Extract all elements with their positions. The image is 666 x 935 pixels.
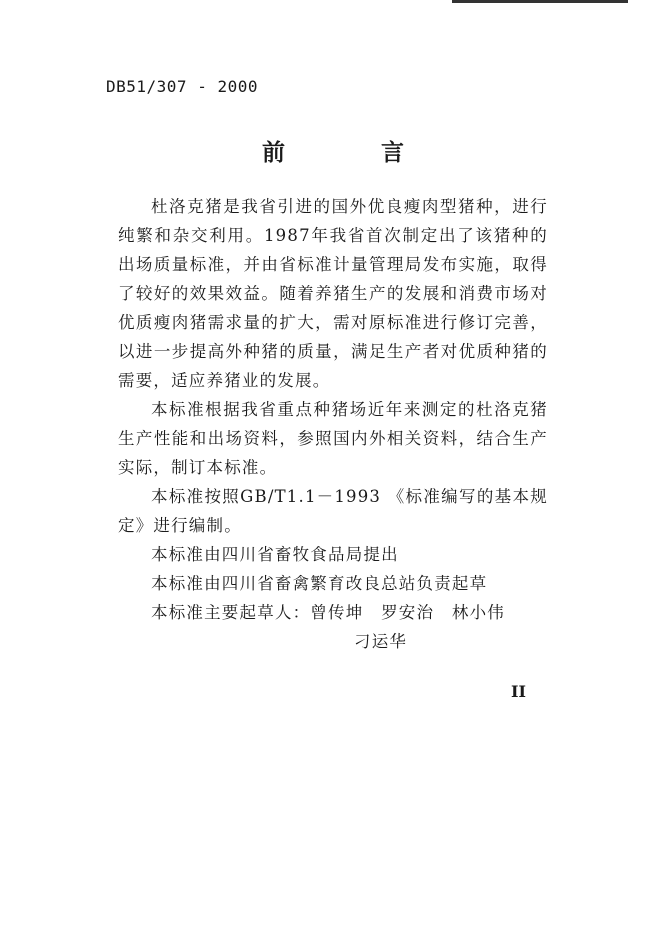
paragraph-drafting-unit: 本标准由四川省畜禽繁育改良总站负责起草 (151, 574, 488, 593)
paragraph-proposer: 本标准由四川省畜牧食品局提出 (151, 545, 399, 564)
header-rule (452, 0, 628, 3)
paragraph-basis: 本标准根据我省重点种猪场近年来测定的杜洛克猪生产性能和出场资料，参照国内外相关资料，结合生产实际，制订本标准。 (118, 400, 548, 477)
paragraph-background: 杜洛克猪是我省引进的国外优良瘦肉型猪种，进行纯繁和杂交利用。1987年我省首次制定出了该猪种的出场质量标准，并由省标准计量管理局发布实施，取得了较好的效果效益。随着养猪生产的发展和消费市场对优质瘦肉猪需求量的扩大，需对原标准进行修订完善，以进一步提高外种猪的质量，满足生产者对优质种猪的需要，适应养猪业的发展。 (118, 197, 548, 390)
document-code: DB51/307 - 2000 (106, 77, 258, 96)
page-number: II (511, 682, 526, 701)
paragraph-drafters-continued: 刁运华 (354, 632, 408, 651)
foreword-body (118, 192, 548, 656)
paragraph-format: 本标准按照GB/T1.1－1993 《标准编写的基本规定》进行编制。 (118, 487, 548, 535)
paragraph-drafters: 本标准主要起草人：曾传坤 罗安治 林小伟 (151, 603, 505, 622)
page-heading: 前 言 (261, 140, 448, 166)
